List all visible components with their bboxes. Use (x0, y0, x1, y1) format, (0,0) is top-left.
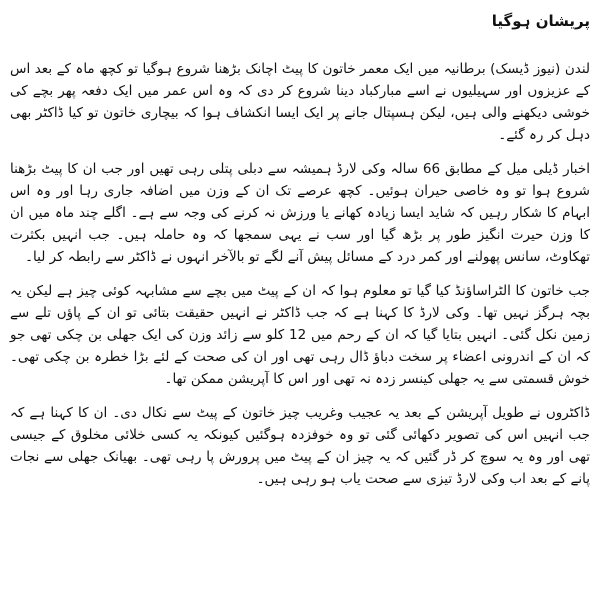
paragraph-4: ڈاکٹروں نے طویل آپریشن کے بعد یہ عجیب وغریب چیز خاتون کے پیٹ سے نکال دی۔ ان کا کہنا ہے کہ جب انہیں اس کی تصویر دکھائی گئی تو وہ خوفزدہ ہوگئیں کیونکہ یہ کسی خلائی مخلوق کے جیسی تھی اور وہ یہ سوچ کر ڈر گئیں کہ یہ چیز ان کے پیٹ میں پرورش پا رہی تھی۔ بھیانک جھلی سے نجات پانے کے بعد اب وکی لارڈ تیزی سے صحت یاب ہو رہی ہیں۔ (10, 405, 590, 487)
article-title: پریشان ہوگیا (491, 12, 590, 30)
paragraph-2: اخبار ڈیلی میل کے مطابق 66 سالہ وکی لارڈ ہمیشہ سے دبلی پتلی رہی تھیں اور جب ان کا پیٹ بڑھنا شروع ہوا تو وہ خاصی حیران ہوئیں۔ کچھ عرصے تک ان کے وزن میں اضافہ جاری رہا اور وہ اس ابہام کا شکار رہیں کہ شاید ایسا زیادہ کھانے یا ورزش نہ کرنے کی وجہ سے ہے۔ اگلے چند ماہ میں ان کا وزن حیرت انگیز طور پر بڑھ گیا اور سب نے یہی سمجھا کہ وہ حاملہ ہیں۔ جب انہیں بکثرت تھکاوٹ، سانس پھولنے اور کمر درد کے مسائل پیش آنے لگے تو بالآخر انہوں نے ڈاکٹر سے رابطہ کر لیا۔ (10, 161, 590, 265)
paragraph-3: جب خاتون کا الٹراساؤنڈ کیا گیا تو معلوم ہوا کہ ان کے پیٹ میں بچے سے مشابہہ کوئی چیز ہے لیکن یہ بچہ ہرگز نہیں تھا۔ وکی لارڈ کا کہنا ہے کہ جب ڈاکٹر نے انہیں حقیقت بتائی تو ان کے پاؤں تلے سے زمین نکل گئی۔ انہیں بتایا گیا کہ ان کے رحم میں 12 کلو سے زائد وزن کی ایک جھلی بن چکی تھی جو کہ ان کے اندرونی اعضاء پر سخت دباؤ ڈال رہی تھی اور ان کی صحت کے لئے بڑا خطرہ بن چکی تھی۔ خوش قسمتی سے یہ جھلی کینسر زدہ نہ تھی اور اس کا آپریشن ممکن تھا۔ (10, 283, 590, 387)
article (10, 0, 590, 600)
paragraph-1: لندن (نیوز ڈیسک) برطانیہ میں ایک معمر خاتون کا پیٹ اچانک بڑھنا شروع ہوگیا تو کچھ ماہ کے بعد اس کے عزیزوں اور سہیلیوں نے اسے مبارکباد دینا شروع کر دی کہ وہ اس عمر میں ایک دفعہ پھر بچے کی خوشی دیکھنے والی ہیں، لیکن ہسپتال جانے پر ایک ایسا انکشاف ہوا کہ بیچاری خاتون تو کیا ڈاکٹر بھی دہل کر رہ گئے۔ (10, 61, 590, 143)
